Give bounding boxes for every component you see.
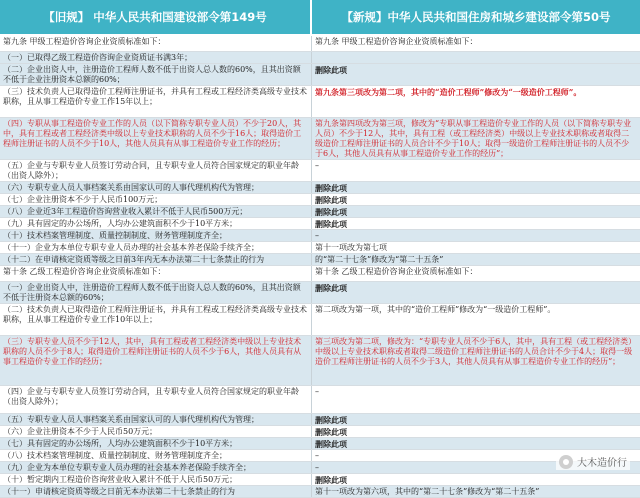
old-rule-cell: （十一）企业为本单位专职专业人员办理的社会基本养老保险手续齐全； — [0, 242, 312, 253]
old-rule-cell: （一）企业出资人中，注册造价工程师人数不低于出资人总人数的60%，且其出资额不低于注册资本总额的60%； — [0, 282, 312, 303]
old-rule-cell: 第九条 甲级工程造价咨询企业资质标准如下： — [0, 36, 312, 51]
new-rule-cell: 第九条 甲级工程造价咨询企业资质标准如下： — [315, 37, 478, 46]
new-rule-cell: 删除此项 — [315, 283, 347, 293]
new-rule-cell: 第九条第四项改为第三项，修改为“专职从事工程造价专业工作的人员（以下简称专职专业人员）不少于12人，其中，具有工程（或工程经济类）中级以上专业技术职称或者取得二级造价工程师注册证书的人员合计不少于10人；取得一级造价工程师注册证书的人员不少于6人，其他人员具有从事工程造价专业工作的经历”； — [315, 119, 632, 158]
new-rule-cell: 删除此项 — [315, 219, 347, 229]
old-rule-cell: （五）企业与专职专业人员签订劳动合同，且专职专业人员符合国家规定的职业年龄（出资人除外）； — [0, 160, 312, 181]
table-row — [0, 386, 640, 414]
old-rule-cell: （二）技术负责人已取得造价工程师注册证书，并具有工程或工程经济类高级专业技术职称，且从事工程造价专业工作10年以上； — [0, 304, 312, 335]
new-rule-cell: – — [315, 231, 319, 240]
table-row — [0, 182, 640, 194]
table-row — [0, 474, 640, 486]
table-row — [0, 266, 640, 282]
new-rule-cell: 第九条第三项改为第二项，其中的“造价工程师”修改为“一级造价工程师”。 — [315, 87, 582, 97]
old-rule-cell: （三）专职专业人员不少于12人，其中，具有工程或者工程经济类中级以上专业技术职称的人员不少于8人；取得造价工程师注册证书的人员不少于6人，其他人员具有从事工程造价专业工作的经历； — [0, 336, 312, 385]
new-rule-cell: – — [315, 451, 319, 460]
new-rule-cell: 删除此项 — [315, 65, 347, 75]
new-rule-cell — [312, 52, 640, 63]
table-row — [0, 218, 640, 230]
table-row — [0, 438, 640, 450]
new-rule-cell: 第三项改为第二项，修改为：“专职专业人员不少于6人，其中，具有工程（或工程经济类）中级以上专业技术职称或者取得二级造价工程师注册证书的人员合计不少于4人；取得一级造价工程师注册证书的人员不少于3人，其他人员具有从事工程造价专业工作的经历”； — [315, 337, 637, 366]
old-rule-cell: （六）专职专业人员人事档案关系由国家认可的人事代理机构代为管理； — [0, 182, 312, 193]
new-rule-cell: 删除此项 — [315, 415, 347, 425]
new-rule-cell: 第二项改为第一项，其中的“造价工程师”修改为“一级造价工程师”。 — [315, 305, 556, 314]
table-row — [0, 194, 640, 206]
new-rule-cell: 第十条 乙级工程造价咨询企业资质标准如下： — [315, 267, 478, 276]
old-rule-cell: （四）企业与专职专业人员签订劳动合同，且专职专业人员符合国家规定的职业年龄（出资人除外）； — [0, 386, 312, 413]
table-row — [0, 242, 640, 254]
old-rule-cell: （十）暂定期内工程造价咨询营业收入累计不低于人民币50万元； — [0, 474, 312, 485]
table-row — [0, 462, 640, 474]
old-rule-cell: （三）技术负责人已取得造价工程师注册证书，并具有工程或工程经济类高级专业技术职称，且从事工程造价专业工作15年以上； — [0, 86, 312, 117]
watermark-text: 大木造价行 — [577, 458, 627, 469]
old-rule-cell: （七）具有固定的办公场所，人均办公建筑面积不少于10平方米； — [0, 438, 312, 449]
new-rule-cell: 删除此项 — [315, 183, 347, 193]
new-rule-cell: 删除此项 — [315, 207, 347, 217]
table-row — [0, 282, 640, 304]
old-rule-cell: （五）专职专业人员人事档案关系由国家认可的人事代理机构代为管理； — [0, 414, 312, 425]
new-rule-cell: 删除此项 — [315, 475, 347, 485]
old-rule-cell: （十）技术档案管理制度、质量控制制度、财务管理制度齐全； — [0, 230, 312, 241]
comparison-header — [0, 0, 640, 34]
old-rule-cell: （九）企业为本单位专职专业人员办理的社会基本养老保险手续齐全； — [0, 462, 312, 473]
watermark — [556, 453, 630, 470]
new-rule-cell: 删除此项 — [315, 427, 347, 437]
new-rule-cell: – — [315, 463, 319, 472]
table-row — [0, 36, 640, 52]
table-row — [0, 118, 640, 160]
new-rule-cell: 删除此项 — [315, 439, 347, 449]
old-rule-cell: 第十条 乙级工程造价咨询企业资质标准如下： — [0, 266, 312, 281]
new-rule-cell: – — [315, 161, 319, 170]
table-row — [0, 52, 640, 64]
old-rule-cell: （一）已取得乙级工程造价咨询企业资质证书满3年； — [0, 52, 312, 63]
old-regulation-heading: 【旧规】 中华人民共和国建设部令第149号 — [0, 0, 312, 34]
new-regulation-heading: 【新规】中华人民共和国住房和城乡建设部令第50号 — [312, 0, 640, 34]
old-rule-cell: （十二）在申请核定资质等级之日前3年内无本办法第二十七条禁止的行为 — [0, 254, 312, 265]
new-rule-cell: 第十一项改为第六项，其中的“第二十七条”修改为“第二十五条” — [315, 487, 540, 496]
table-row — [0, 86, 640, 118]
old-rule-cell: （十一）申请核定资质等级之日前无本办法第二十七条禁止的行为 — [0, 486, 312, 497]
old-rule-cell: （二）企业出资人中，注册造价工程师人数不低于出资人总人数的60%，且其出资额不低于企业注册资本总额的60%； — [0, 64, 312, 85]
table-row — [0, 160, 640, 182]
table-row — [0, 450, 640, 462]
table-row — [0, 486, 640, 498]
new-rule-cell: 删除此项 — [315, 195, 347, 205]
old-rule-cell: （四）专职从事工程造价专业工作的人员（以下简称专职专业人员）不少于20人，其中，具有工程或者工程经济类中级以上专业技术职称的人员不少于16人；取得造价工程师注册证书的人员不少于10人，其他人员具有从事工程造价专业工作的经历； — [0, 118, 312, 159]
new-rule-cell: 第十一项改为第七项 — [315, 243, 387, 252]
old-rule-cell: （八）技术档案管理制度、质量控制制度、财务管理制度齐全； — [0, 450, 312, 461]
table-row — [0, 414, 640, 426]
table-row — [0, 254, 640, 266]
new-rule-cell: 的“第二十七条”修改为“第二十五条” — [315, 255, 444, 264]
old-rule-cell: （九）具有固定的办公场所，人均办公建筑面积不少于10平方米； — [0, 218, 312, 229]
table-row — [0, 336, 640, 386]
new-rule-cell: – — [315, 387, 319, 396]
table-row — [0, 206, 640, 218]
table-row — [0, 426, 640, 438]
old-rule-cell: （七）企业注册资本不少于人民币100万元； — [0, 194, 312, 205]
table-row — [0, 230, 640, 242]
table-row — [0, 64, 640, 86]
comparison-table — [0, 36, 640, 496]
old-rule-cell: （六）企业注册资本不少于人民币50万元； — [0, 426, 312, 437]
wechat-icon — [559, 455, 573, 469]
table-row — [0, 304, 640, 336]
old-rule-cell: （八）企业近3年工程造价咨询营业收入累计不低于人民币500万元； — [0, 206, 312, 217]
